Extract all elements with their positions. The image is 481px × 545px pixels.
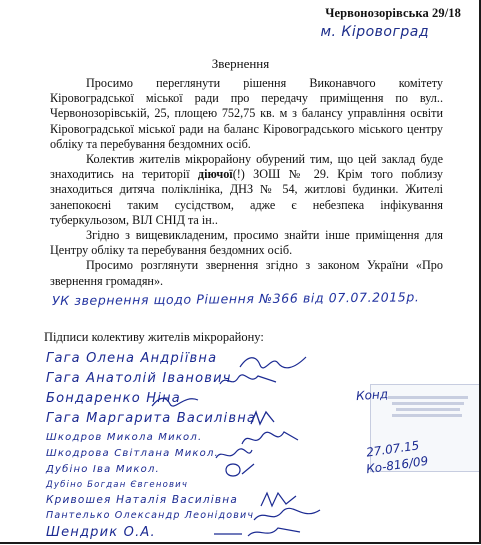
- signature-line: Шкодрова Світлана Микол.: [46, 448, 219, 459]
- document-title: Звернення: [211, 56, 270, 71]
- stamp-date: 27.07.15: [365, 438, 421, 460]
- sender-address: Червонозорівська 29/18: [325, 6, 461, 20]
- paragraph-2-emphasis: діючої: [197, 167, 233, 182]
- paragraph-4: Просимо розглянути звернення згідно з законом України «Про звернення громадян».: [50, 258, 443, 288]
- signature-scrawl: [218, 372, 278, 393]
- signature-line: Дубіно Богдан Євгенович: [46, 480, 189, 490]
- signatures-caption: Підписи колективу жителів мікрорайону:: [44, 330, 264, 344]
- stamp-print: [388, 394, 478, 437]
- paragraph-1: Просимо переглянути рішення Виконавчого комітету Кіровоградської міської ради про передачу приміщення по вул.. Червонозорівській, 25, площею 752,75 кв. м з балансу управління освіти Кіровоградської міської ради на баланс Кіровоградського міського центру обліку та перебування бездомних осіб.: [50, 76, 443, 151]
- signature-line: Пантелько Олександр Леонідович: [46, 510, 255, 521]
- paragraph-2-part-a: Колектив жителів мікрорайону обурений тим, що цей заклад буде знаходитись на території: [50, 152, 443, 182]
- signature-line: Кривошея Наталія Василівна: [46, 494, 238, 506]
- signature-line: Гага Маргарита Василівна: [46, 411, 257, 426]
- signature-scrawl: [238, 353, 308, 374]
- stamp-number: Ко-816/09: [365, 453, 430, 477]
- paragraph-3: Згідно з вищевикладеним, просимо знайти інше приміщення для Центру обліку та перебування бездомних осіб.: [50, 228, 443, 258]
- signature-line: Дубіно Іва Микол.: [46, 464, 160, 475]
- signature-line: Бондаренко Ніна: [46, 391, 181, 406]
- handwritten-reference-note: УК звернення щодо Рішення №366 від 07.07.2015р.: [51, 289, 420, 309]
- signature-line: Гага Олена Андріївна: [46, 351, 218, 366]
- signature-line: Шендрик О.А.: [46, 525, 156, 540]
- signature-scrawl: [150, 392, 200, 413]
- paragraph-2-part-b: (!) ЗОШ № 29. Крім того поблизу знаходиться дитяча поліклініка, ДНЗ № 54, житлові будинки. Жителі занепокоєні таким сусідством, адже є небезпека інфікування туберкульозом, ВІЛ СНІД та ін..: [50, 167, 443, 227]
- stamp-received-mark: Конд: [355, 386, 389, 404]
- sender-city-handwritten: м. Кіровоград: [320, 24, 429, 40]
- signature-line: Шкодров Микола Микол.: [46, 432, 203, 443]
- signature-line: Гага Анатолій Іванович: [46, 371, 232, 386]
- signature-scrawl: [222, 460, 256, 483]
